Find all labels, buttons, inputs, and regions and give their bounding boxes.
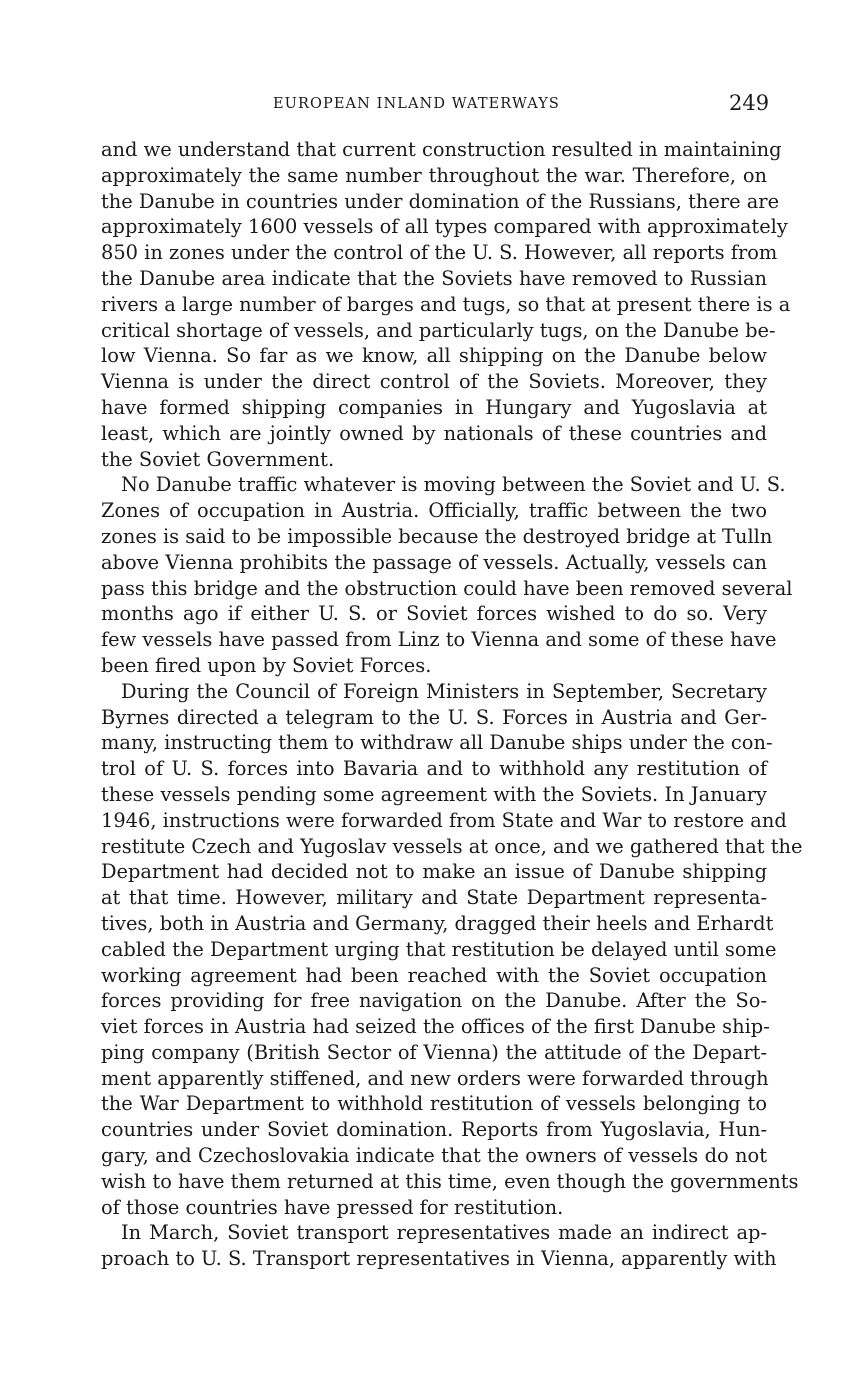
text-line: 850 in zones under the control of the U. S. However, all reports from bbox=[101, 241, 778, 265]
text-line: have formed shipping companies in Hungary and Yugoslavia at bbox=[101, 395, 767, 419]
text-line: and we understand that current construction resulted in maintaining bbox=[101, 138, 782, 161]
text-line: tives, both in Austria and Germany, dragged their heels and Erhardt bbox=[101, 911, 774, 935]
text-line: countries under Soviet domination. Reports from Yugoslavia, Hun- bbox=[101, 1118, 767, 1142]
text-line: months ago if either U. S. or Soviet forces wished to do so. Very bbox=[101, 602, 767, 626]
text-line: 1946, instructions were forwarded from State and War to restore and bbox=[101, 808, 787, 832]
text-line: many, instructing them to withdraw all Danube ships under the con- bbox=[101, 731, 773, 755]
text-line: zones is said to be impossible because the destroyed bridge at Tulln bbox=[101, 524, 773, 548]
text-line: Department had decided not to make an issue of Danube shipping bbox=[101, 860, 767, 884]
text-line: low Vienna. So far as we know, all shipping on the Danube below bbox=[101, 344, 767, 368]
text-line: the Danube in countries under domination of the Russians, there are bbox=[101, 189, 780, 213]
text-line: restitute Czech and Yugoslav vessels at once, and we gathered that the bbox=[101, 834, 803, 858]
text-line: ping company (British Sector of Vienna) the attitude of the Depart- bbox=[101, 1040, 767, 1064]
text-line: been fired upon by Soviet Forces. bbox=[101, 653, 432, 677]
text-line: During the Council of Foreign Ministers in September, Secretary bbox=[121, 679, 767, 703]
text-line: trol of U. S. forces into Bavaria and to withhold any restitution of bbox=[101, 757, 767, 781]
text-line: In March, Soviet transport representatives made an indirect ap- bbox=[121, 1221, 767, 1245]
text-line: Byrnes directed a telegram to the U. S. Forces in Austria and Ger- bbox=[101, 705, 767, 729]
text-line: gary, and Czechoslovakia indicate that the owners of vessels do not bbox=[101, 1144, 767, 1168]
text-line: Vienna is under the direct control of the Soviets. Moreover, they bbox=[101, 370, 767, 394]
text-line: above Vienna prohibits the passage of vessels. Actually, vessels can bbox=[101, 550, 767, 574]
text-line: viet forces in Austria had seized the offices of the first Danube ship- bbox=[101, 1015, 770, 1039]
text-line: approximately the same number throughout the war. Therefore, on bbox=[101, 163, 767, 187]
text-line: the Danube area indicate that the Soviets have removed to Russian bbox=[101, 266, 767, 290]
text-line: least, which are jointly owned by nationals of these countries and bbox=[101, 421, 767, 445]
text-line: wish to have them returned at this time, even though the governments bbox=[101, 1169, 799, 1193]
page-number: 249 bbox=[729, 91, 770, 115]
text-line: forces providing for free navigation on the Danube. After the So- bbox=[101, 989, 767, 1013]
text-line: of those countries have pressed for restitution. bbox=[101, 1195, 564, 1219]
text-line: cabled the Department urging that restitution be delayed until some bbox=[101, 937, 777, 961]
text-line: No Danube traffic whatever is moving between the Soviet and U. S. bbox=[121, 473, 786, 497]
text-line: Zones of occupation in Austria. Officially, traffic between the two bbox=[101, 499, 767, 523]
body-text bbox=[101, 137, 803, 1272]
text-line: critical shortage of vessels, and particularly tugs, on the Danube be- bbox=[101, 318, 776, 342]
text-line: these vessels pending some agreement with the Soviets. In January bbox=[101, 782, 767, 806]
text-line: pass this bridge and the obstruction could have been removed several bbox=[101, 576, 793, 600]
text-line: proach to U. S. Transport representatives in Vienna, apparently with bbox=[101, 1247, 777, 1271]
text-line: the Soviet Government. bbox=[101, 447, 335, 471]
text-line: working agreement had been reached with the Soviet occupation bbox=[101, 963, 767, 987]
text-line: ment apparently stiffened, and new orders were forwarded through bbox=[101, 1066, 769, 1090]
text-line: rivers a large number of barges and tugs, so that at present there is a bbox=[101, 292, 791, 316]
running-title: EUROPEAN INLAND WATERWAYS bbox=[273, 96, 560, 112]
text-line: approximately 1600 vessels of all types compared with approximately bbox=[101, 215, 788, 239]
text-line: few vessels have passed from Linz to Vienna and some of these have bbox=[101, 628, 777, 652]
text-line: the War Department to withhold restitution of vessels belonging to bbox=[101, 1092, 767, 1116]
text-line: at that time. However, military and State Department representa- bbox=[101, 886, 767, 910]
